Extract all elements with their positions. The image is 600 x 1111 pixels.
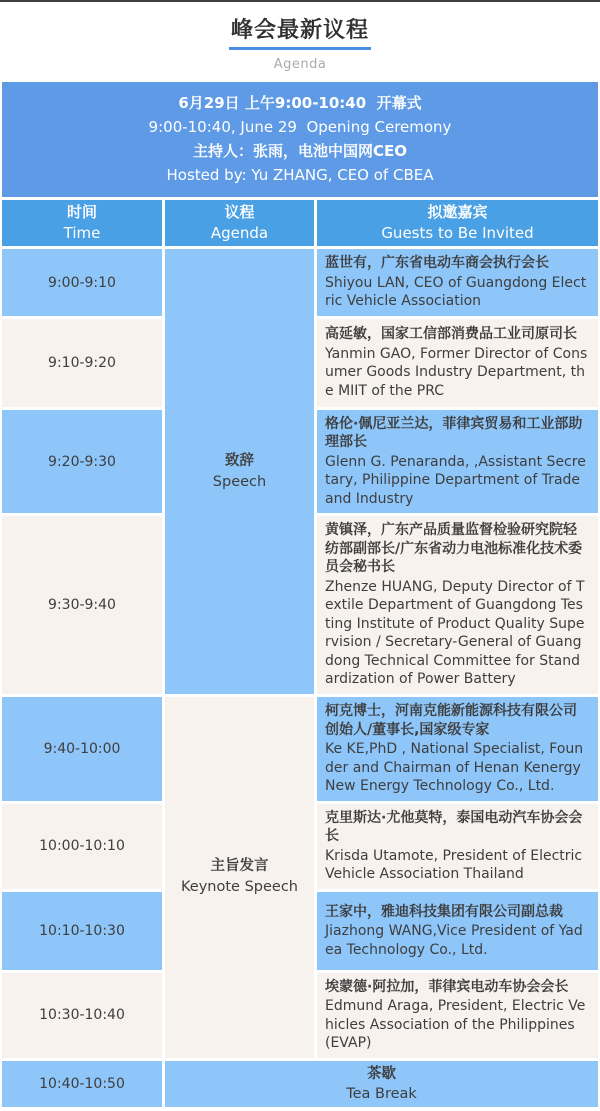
banner-line-host: 主持人：张雨，电池中国网CEO xyxy=(192,142,407,161)
time-cell-tea-break: 10:40-10:50 xyxy=(2,1061,162,1107)
column-header-guests xyxy=(317,200,598,246)
guest-cell xyxy=(317,249,598,316)
guest-name-cn: 王家中，雅迪科技集团有限公司副总裁 xyxy=(325,903,563,920)
guest-name-en: Edmund Araga, President, Electric Vehicles Association of the Philippines (EVAP) xyxy=(325,998,586,1052)
time-cell: 9:30-9:40 xyxy=(2,516,162,694)
time-cell: 10:00-10:10 xyxy=(2,804,162,889)
guest-cell xyxy=(317,697,598,801)
guest-name-en: Yanmin GAO, Former Director of Consumer Goods Industry Department, the MIIT of the PRC xyxy=(325,345,588,399)
time-cell: 10:10-10:30 xyxy=(2,892,162,970)
agenda-sheet xyxy=(0,82,600,1111)
tea-break-en: Tea Break xyxy=(346,1085,417,1102)
column-header-time-en: Time xyxy=(63,224,101,243)
guest-name-cn: 柯克博士，河南克能新能源科技有限公司创始人/董事长,国家级专家 xyxy=(325,703,577,738)
guest-name-cn: 埃蒙德·阿拉加，菲律宾电动车协会会长 xyxy=(325,978,569,995)
page-header xyxy=(0,2,600,82)
page-title: 峰会最新议程 xyxy=(229,18,371,50)
agenda-keynote-cn: 主旨发言 xyxy=(210,858,269,875)
tea-break-cn: 茶歇 xyxy=(367,1065,396,1082)
guest-cell xyxy=(317,973,598,1058)
time-cell: 9:10-9:20 xyxy=(2,319,162,407)
page-subtitle: Agenda xyxy=(273,57,327,73)
banner-line-date-title-en: 9:00-10:40, June 29 Opening Ceremony xyxy=(148,118,452,137)
agenda-cell-keynote xyxy=(165,697,314,1058)
agenda-cell-speech xyxy=(165,249,314,694)
agenda-keynote-en: Keynote Speech xyxy=(181,879,298,896)
guest-name-cn: 蓝世有，广东省电动车商会执行会长 xyxy=(325,255,549,272)
column-header-agenda xyxy=(165,200,314,246)
guest-name-cn: 高延敏，国家工信部消费品工业司原司长 xyxy=(325,326,577,343)
guest-cell xyxy=(317,892,598,970)
banner-line-host-en: Hosted by: Yu ZHANG, CEO of CBEA xyxy=(166,166,434,185)
column-header-guests-cn: 拟邀嘉宾 xyxy=(427,203,488,222)
column-header-agenda-en: Agenda xyxy=(210,224,269,243)
guest-name-en: Ke KE,PhD , National Specialist, Founder and Chairman of Henan Kenergy New Energy Technology Co., Ltd. xyxy=(325,741,584,795)
guest-name-en: Glenn G. Penaranda, ,Assistant Secretary, Philippine Department of Trade and Industry xyxy=(325,453,586,507)
column-header-time-cn: 时间 xyxy=(66,203,97,222)
guest-name-cn: 黄镇泽，广东产品质量监督检验研究院轻纺部副部长/广东省动力电池标准化技术委员会秘书长 xyxy=(325,522,583,576)
guest-cell xyxy=(317,410,598,514)
guest-name-en: Shiyou LAN, CEO of Guangdong Electric Vehicle Association xyxy=(325,274,587,310)
guest-name-en: Krisda Utamote, President of Electric Vehicle Association Thailand xyxy=(325,847,583,883)
agenda-speech-cn: 致辞 xyxy=(225,452,254,469)
guest-name-en: Zhenze HUANG, Deputy Director of Textile Department of Guangdong Testing Institute of Product Quality Supervision / Secretary-General of Guangdong Technical Committee for Standardization of Power Battery xyxy=(325,578,585,688)
column-header-guests-en: Guests to Be Invited xyxy=(381,224,534,243)
column-header-agenda-cn: 议程 xyxy=(224,203,255,222)
tea-break-cell xyxy=(165,1061,598,1107)
guest-name-cn: 克里斯达·尤他莫特，泰国电动汽车协会会长 xyxy=(325,809,583,845)
agenda-speech-en: Speech xyxy=(212,473,267,490)
time-cell: 9:00-9:10 xyxy=(2,249,162,316)
guest-name-en: Jiazhong WANG,Vice President of Yadea Technology Co., Ltd. xyxy=(325,923,583,958)
column-header-time xyxy=(2,200,162,246)
guest-cell xyxy=(317,804,598,889)
banner-line-date-title: 6月29日 上午9:00-10:40 开幕式 xyxy=(178,94,422,113)
agenda-table xyxy=(2,200,598,1107)
time-cell: 9:40-10:00 xyxy=(2,697,162,801)
guest-name-cn: 格伦·佩尼亚兰达，菲律宾贸易和工业部助理部长 xyxy=(325,415,583,451)
guest-cell xyxy=(317,319,598,407)
session-banner xyxy=(2,82,598,197)
time-cell: 10:30-10:40 xyxy=(2,973,162,1058)
bottom-margin xyxy=(2,1107,598,1111)
guest-cell xyxy=(317,516,598,694)
time-cell: 9:20-9:30 xyxy=(2,410,162,514)
